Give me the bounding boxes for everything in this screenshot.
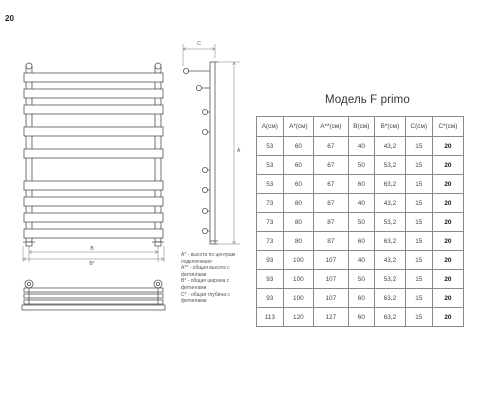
- table-body: [257, 137, 464, 327]
- footnote: A* - высота по центрам подключения: [181, 252, 236, 265]
- table-cell: 67: [314, 175, 348, 194]
- table-cell: 80: [283, 213, 314, 232]
- table-cell: 20: [432, 251, 463, 270]
- footnote: B* - общая ширина с фитингами: [181, 278, 230, 291]
- table-cell: 87: [314, 213, 348, 232]
- table-cell: 15: [405, 308, 432, 327]
- table-cell: 100: [283, 270, 314, 289]
- table-cell: 40: [348, 137, 375, 156]
- table-row: [257, 213, 464, 232]
- table-cell: 53,2: [375, 270, 406, 289]
- table-cell: 60: [348, 175, 375, 194]
- table-cell: 20: [432, 270, 463, 289]
- table-cell: 80: [283, 232, 314, 251]
- table-cell: 20: [432, 213, 463, 232]
- table-cell: 20: [432, 175, 463, 194]
- table-cell: 107: [314, 251, 348, 270]
- col-header: A**(см): [314, 117, 348, 137]
- top-view: [22, 280, 165, 310]
- dim-label-c: C: [197, 41, 201, 47]
- table-cell: 107: [314, 289, 348, 308]
- table-cell: 60: [283, 175, 314, 194]
- table-cell: 15: [405, 270, 432, 289]
- table-cell: 100: [283, 289, 314, 308]
- table-row: [257, 194, 464, 213]
- table-cell: 63,2: [375, 175, 406, 194]
- table-cell: 20: [432, 137, 463, 156]
- table-cell: 73: [257, 194, 284, 213]
- dimensions-table: [256, 116, 464, 327]
- table-cell: 100: [283, 251, 314, 270]
- table-cell: 60: [348, 289, 375, 308]
- table-cell: 93: [257, 289, 284, 308]
- table-row: [257, 251, 464, 270]
- footnote: A** - общая высота с фитингами: [181, 265, 230, 278]
- table-cell: 15: [405, 232, 432, 251]
- table-cell: 50: [348, 213, 375, 232]
- table-cell: 63,2: [375, 289, 406, 308]
- col-header: B(см): [348, 117, 375, 137]
- table-cell: 87: [314, 194, 348, 213]
- table-cell: 87: [314, 232, 348, 251]
- table-cell: 40: [348, 194, 375, 213]
- table-cell: 80: [283, 194, 314, 213]
- table-cell: 15: [405, 213, 432, 232]
- dim-label-b-star: B*: [89, 261, 95, 267]
- table-cell: 53: [257, 137, 284, 156]
- table-row: [257, 270, 464, 289]
- dim-label-a: A: [237, 148, 241, 154]
- col-header: C*(см): [432, 117, 463, 137]
- table-cell: 20: [432, 156, 463, 175]
- table-row: [257, 289, 464, 308]
- table-cell: 93: [257, 270, 284, 289]
- model-title: Модель F primo: [325, 94, 410, 106]
- table-row: [257, 175, 464, 194]
- footnotes: [181, 252, 251, 305]
- table-cell: 120: [283, 308, 314, 327]
- table-cell: 113: [257, 308, 284, 327]
- table-cell: 73: [257, 213, 284, 232]
- col-header: A(см): [257, 117, 284, 137]
- table-row: [257, 308, 464, 327]
- table-cell: 53,2: [375, 156, 406, 175]
- table-cell: 15: [405, 289, 432, 308]
- table-row: [257, 137, 464, 156]
- table-cell: 63,2: [375, 308, 406, 327]
- table-cell: 53: [257, 156, 284, 175]
- table-cell: 67: [314, 137, 348, 156]
- dim-label-b: B: [90, 246, 94, 252]
- table-cell: 73: [257, 232, 284, 251]
- table-cell: 15: [405, 194, 432, 213]
- table-row: [257, 232, 464, 251]
- table-cell: 15: [405, 137, 432, 156]
- table-cell: 20: [432, 194, 463, 213]
- table-cell: 15: [405, 251, 432, 270]
- table-cell: 60: [348, 232, 375, 251]
- table-cell: 20: [432, 232, 463, 251]
- table-header-row: [257, 117, 464, 137]
- table-cell: 127: [314, 308, 348, 327]
- page-number: 20: [5, 14, 14, 23]
- table-cell: 53: [257, 175, 284, 194]
- col-header: C(см): [405, 117, 432, 137]
- col-header: B*(см): [375, 117, 406, 137]
- table-cell: 53,2: [375, 213, 406, 232]
- table-cell: 60: [283, 137, 314, 156]
- table-cell: 43,2: [375, 251, 406, 270]
- table-cell: 43,2: [375, 194, 406, 213]
- table-cell: 20: [432, 308, 463, 327]
- table-cell: 43,2: [375, 137, 406, 156]
- table-cell: 60: [283, 156, 314, 175]
- table-cell: 107: [314, 270, 348, 289]
- table-cell: 67: [314, 156, 348, 175]
- table-cell: 93: [257, 251, 284, 270]
- table-cell: 63,2: [375, 232, 406, 251]
- front-view: [23, 63, 164, 246]
- table-cell: 15: [405, 175, 432, 194]
- col-header: A*(см): [283, 117, 314, 137]
- table-cell: 20: [432, 289, 463, 308]
- table-cell: 50: [348, 270, 375, 289]
- table-cell: 60: [348, 308, 375, 327]
- table-cell: 15: [405, 156, 432, 175]
- table-cell: 40: [348, 251, 375, 270]
- footnote: C* - общая глубина с фитингами: [181, 291, 230, 305]
- table-row: [257, 156, 464, 175]
- side-view: [183, 62, 218, 244]
- table-cell: 50: [348, 156, 375, 175]
